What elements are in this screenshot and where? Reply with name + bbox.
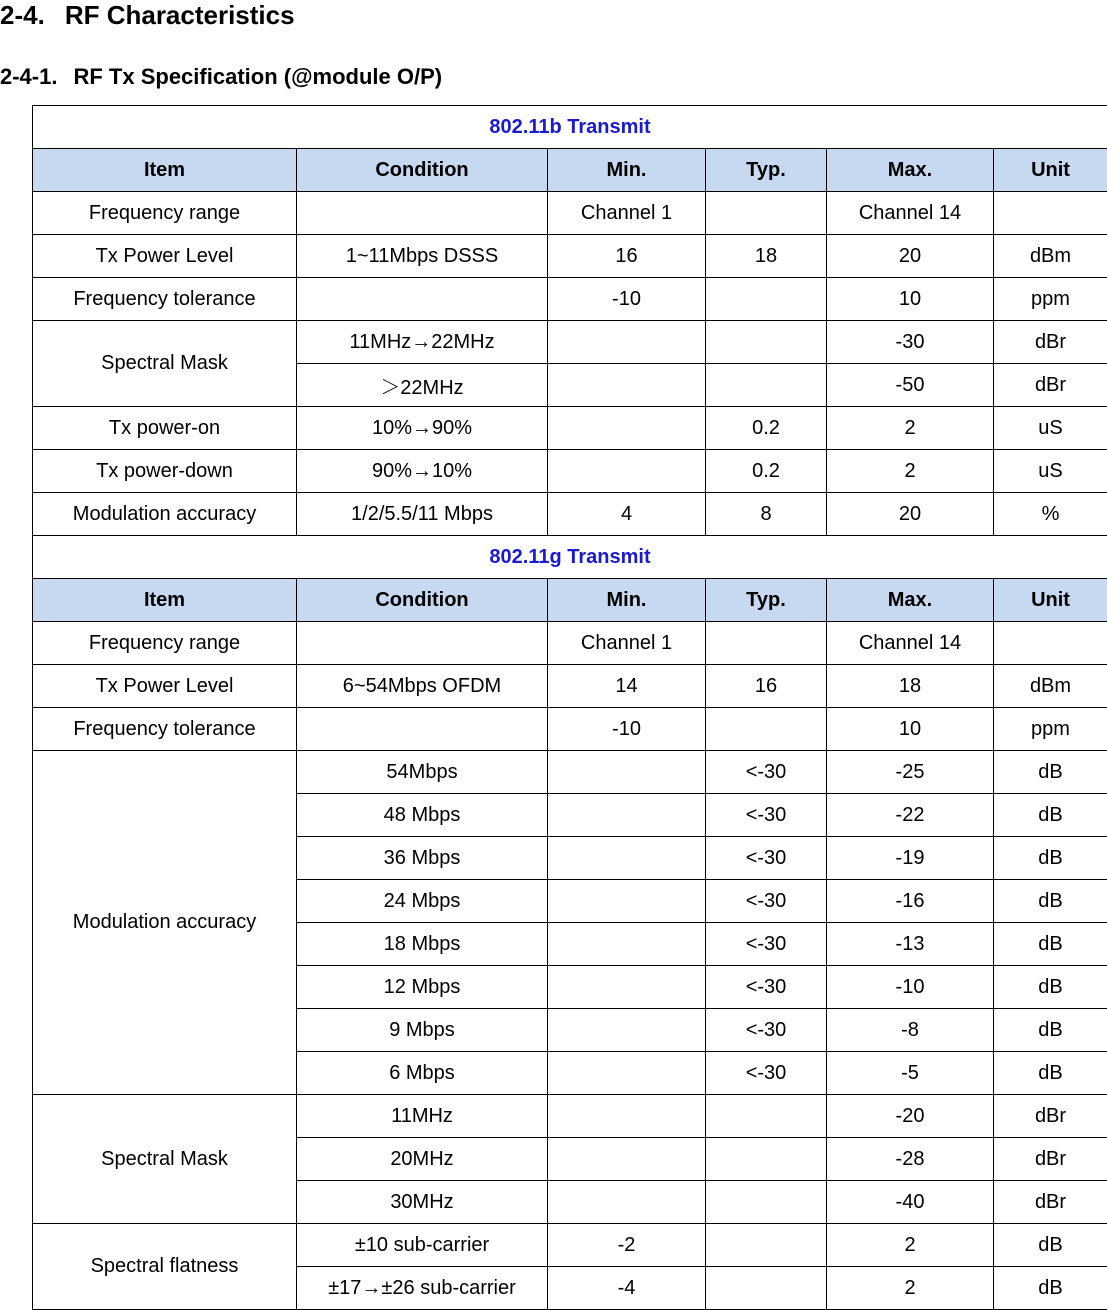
max-cell: -8 (827, 1009, 994, 1052)
typ-cell (706, 1267, 827, 1310)
section-title-row (33, 536, 1107, 579)
unit-cell: ppm (994, 708, 1107, 751)
item-cell: Modulation accuracy (33, 493, 297, 536)
max-cell: Channel 14 (827, 622, 994, 665)
item-cell: Spectral Mask (33, 1095, 297, 1224)
typ-cell: <-30 (706, 880, 827, 923)
max-cell: -20 (827, 1095, 994, 1138)
min-cell: 4 (548, 493, 706, 536)
typ-cell: 18 (706, 235, 827, 278)
condition-cell: 36 Mbps (297, 837, 548, 880)
unit-cell: dB (994, 751, 1107, 794)
condition-cell: 1~11Mbps DSSS (297, 235, 548, 278)
unit-cell: dB (994, 1267, 1107, 1310)
header-typ: Typ. (706, 149, 827, 192)
subsection-heading-title: RF Tx Specification (@module O/P) (73, 64, 442, 89)
condition-cell: 48 Mbps (297, 794, 548, 837)
unit-cell: dB (994, 1052, 1107, 1095)
max-cell: 2 (827, 1224, 994, 1267)
unit-cell: % (994, 493, 1107, 536)
max-cell: 18 (827, 665, 994, 708)
max-cell: -19 (827, 837, 994, 880)
typ-cell: <-30 (706, 923, 827, 966)
min-cell (548, 1052, 706, 1095)
typ-cell: 0.2 (706, 450, 827, 493)
min-cell (548, 880, 706, 923)
max-cell: -40 (827, 1181, 994, 1224)
condition-cell: ＞22MHz (297, 364, 548, 407)
section-heading-title: RF Characteristics (65, 0, 295, 30)
table-row (33, 321, 1107, 364)
min-cell (548, 321, 706, 364)
column-header-row (33, 579, 1107, 622)
table-row (33, 708, 1107, 751)
min-cell (548, 923, 706, 966)
header-item: Item (33, 579, 297, 622)
header-min: Min. (548, 579, 706, 622)
item-cell: Frequency range (33, 622, 297, 665)
section-heading-number: 2-4. (0, 0, 45, 30)
table-row (33, 235, 1107, 278)
max-cell: -10 (827, 966, 994, 1009)
min-cell (548, 966, 706, 1009)
section-title: 802.11b Transmit (33, 106, 1107, 149)
unit-cell: dB (994, 794, 1107, 837)
typ-cell: <-30 (706, 1052, 827, 1095)
unit-cell: ppm (994, 278, 1107, 321)
header-unit: Unit (994, 149, 1107, 192)
typ-cell (706, 622, 827, 665)
min-cell: 16 (548, 235, 706, 278)
typ-cell (706, 708, 827, 751)
min-cell (548, 1181, 706, 1224)
condition-cell: 11MHz (297, 1095, 548, 1138)
min-cell (548, 751, 706, 794)
unit-cell: dBr (994, 1181, 1107, 1224)
condition-cell: 11MHz→22MHz (297, 321, 548, 364)
table-row (33, 751, 1107, 794)
unit-cell: dB (994, 1224, 1107, 1267)
condition-cell: 20MHz (297, 1138, 548, 1181)
condition-cell (297, 278, 548, 321)
header-condition: Condition (297, 149, 548, 192)
item-cell: Frequency tolerance (33, 708, 297, 751)
max-cell: -28 (827, 1138, 994, 1181)
header-unit: Unit (994, 579, 1107, 622)
max-cell: 20 (827, 235, 994, 278)
item-cell: Tx power-on (33, 407, 297, 450)
section-heading (0, 0, 295, 30)
condition-cell: 6 Mbps (297, 1052, 548, 1095)
min-cell: -10 (548, 278, 706, 321)
min-cell (548, 407, 706, 450)
unit-cell (994, 192, 1107, 235)
unit-cell: dB (994, 1009, 1107, 1052)
max-cell: -5 (827, 1052, 994, 1095)
condition-cell: 54Mbps (297, 751, 548, 794)
min-cell (548, 364, 706, 407)
unit-cell (994, 622, 1107, 665)
unit-cell: dBr (994, 1138, 1107, 1181)
typ-cell: 0.2 (706, 407, 827, 450)
condition-cell: 18 Mbps (297, 923, 548, 966)
max-cell: 2 (827, 407, 994, 450)
unit-cell: dBr (994, 1095, 1107, 1138)
typ-cell: <-30 (706, 837, 827, 880)
condition-cell (297, 622, 548, 665)
section-title: 802.11g Transmit (33, 536, 1107, 579)
table-row (33, 665, 1107, 708)
min-cell: 14 (548, 665, 706, 708)
condition-cell: 12 Mbps (297, 966, 548, 1009)
condition-cell: 30MHz (297, 1181, 548, 1224)
section-title-row (33, 106, 1107, 149)
max-cell: Channel 14 (827, 192, 994, 235)
table-row (33, 1224, 1107, 1267)
typ-cell (706, 278, 827, 321)
subsection-heading-number: 2-4-1. (0, 64, 57, 89)
item-cell: Tx power-down (33, 450, 297, 493)
max-cell: -25 (827, 751, 994, 794)
unit-cell: dB (994, 923, 1107, 966)
min-cell (548, 450, 706, 493)
max-cell: 10 (827, 708, 994, 751)
max-cell: -50 (827, 364, 994, 407)
table-row (33, 278, 1107, 321)
typ-cell (706, 1224, 827, 1267)
item-cell: Spectral flatness (33, 1224, 297, 1310)
max-cell: 2 (827, 450, 994, 493)
unit-cell: dB (994, 880, 1107, 923)
typ-cell: <-30 (706, 966, 827, 1009)
max-cell: -30 (827, 321, 994, 364)
typ-cell: <-30 (706, 1009, 827, 1052)
condition-cell: 90%→10% (297, 450, 548, 493)
table-row (33, 493, 1107, 536)
unit-cell: dBr (994, 364, 1107, 407)
unit-cell: dBm (994, 665, 1107, 708)
max-cell: 20 (827, 493, 994, 536)
header-condition: Condition (297, 579, 548, 622)
typ-cell: 8 (706, 493, 827, 536)
subsection-heading (0, 62, 442, 92)
min-cell: Channel 1 (548, 622, 706, 665)
typ-cell: <-30 (706, 751, 827, 794)
item-cell: Frequency range (33, 192, 297, 235)
min-cell (548, 837, 706, 880)
unit-cell: dB (994, 966, 1107, 1009)
condition-cell (297, 192, 548, 235)
min-cell (548, 794, 706, 837)
typ-cell (706, 192, 827, 235)
condition-cell: 10%→90% (297, 407, 548, 450)
min-cell: -2 (548, 1224, 706, 1267)
max-cell: -13 (827, 923, 994, 966)
typ-cell: 16 (706, 665, 827, 708)
max-cell: -22 (827, 794, 994, 837)
typ-cell (706, 364, 827, 407)
typ-cell (706, 321, 827, 364)
typ-cell (706, 1095, 827, 1138)
min-cell: -4 (548, 1267, 706, 1310)
header-max: Max. (827, 579, 994, 622)
max-cell: -16 (827, 880, 994, 923)
condition-cell: 6~54Mbps OFDM (297, 665, 548, 708)
condition-cell: 24 Mbps (297, 880, 548, 923)
unit-cell: uS (994, 407, 1107, 450)
typ-cell: <-30 (706, 794, 827, 837)
header-item: Item (33, 149, 297, 192)
item-cell: Tx Power Level (33, 665, 297, 708)
table-row (33, 407, 1107, 450)
header-max: Max. (827, 149, 994, 192)
condition-cell: ±17→±26 sub-carrier (297, 1267, 548, 1310)
item-cell: Modulation accuracy (33, 751, 297, 1095)
condition-cell: ±10 sub-carrier (297, 1224, 548, 1267)
min-cell (548, 1095, 706, 1138)
table-row (33, 1095, 1107, 1138)
rf-tx-spec-table (32, 105, 1107, 1310)
table-row (33, 192, 1107, 235)
header-typ: Typ. (706, 579, 827, 622)
unit-cell: uS (994, 450, 1107, 493)
unit-cell: dBr (994, 321, 1107, 364)
item-cell: Spectral Mask (33, 321, 297, 407)
min-cell: Channel 1 (548, 192, 706, 235)
typ-cell (706, 1181, 827, 1224)
unit-cell: dBm (994, 235, 1107, 278)
item-cell: Tx Power Level (33, 235, 297, 278)
max-cell: 10 (827, 278, 994, 321)
unit-cell: dB (994, 837, 1107, 880)
condition-cell (297, 708, 548, 751)
min-cell (548, 1138, 706, 1181)
table-row (33, 450, 1107, 493)
item-cell: Frequency tolerance (33, 278, 297, 321)
max-cell: 2 (827, 1267, 994, 1310)
condition-cell: 1/2/5.5/11 Mbps (297, 493, 548, 536)
header-min: Min. (548, 149, 706, 192)
typ-cell (706, 1138, 827, 1181)
min-cell: -10 (548, 708, 706, 751)
table-row (33, 622, 1107, 665)
column-header-row (33, 149, 1107, 192)
min-cell (548, 1009, 706, 1052)
condition-cell: 9 Mbps (297, 1009, 548, 1052)
